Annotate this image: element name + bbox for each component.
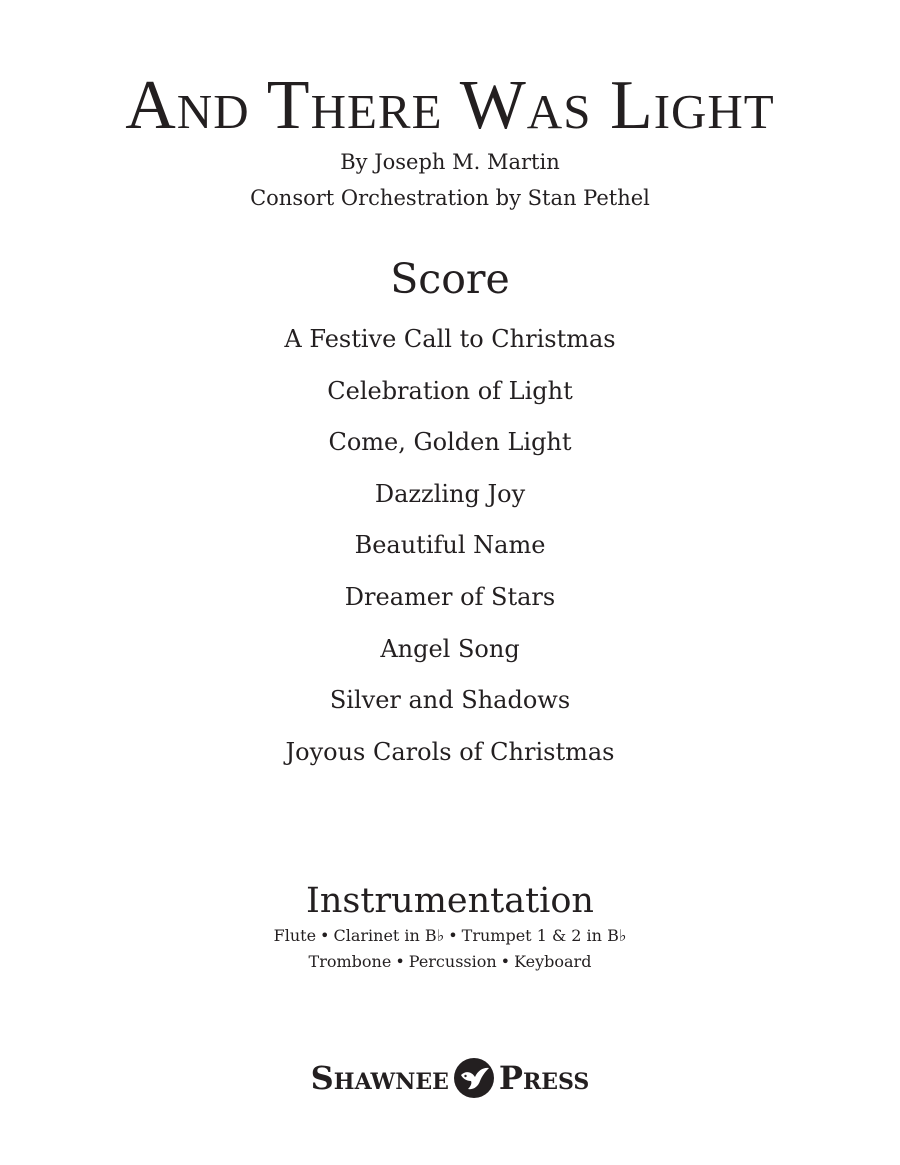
instrumentation-line-2	[0, 951, 900, 973]
song-item: A Festive Call to Christmas	[284, 325, 616, 353]
orchestration-line: Consort Orchestration by Stan Pethel	[250, 186, 650, 210]
song-item: Come, Golden Light	[328, 428, 572, 457]
song-item: Beautiful Name	[354, 531, 546, 560]
instrument-name: Clarinet in B♭	[333, 926, 445, 945]
song-item: Dazzling Joy	[374, 479, 526, 508]
song-item: Angel Song	[380, 634, 520, 663]
song-item: Joyous Carols of Christmas	[285, 737, 615, 766]
song-item: Celebration of Light	[327, 376, 573, 405]
bullet-separator: •	[500, 952, 511, 971]
instrumentation-line-1	[0, 925, 900, 947]
bullet-separator: •	[448, 926, 458, 945]
song-item: Silver and Shadows	[329, 686, 571, 715]
song-item: Dreamer of Stars	[344, 582, 556, 611]
instrument-name: Trumpet 1 & 2 in B♭	[461, 926, 627, 945]
publisher-logo	[0, 1056, 900, 1100]
publisher-name-right: Press	[498, 1059, 590, 1097]
dove-logo-icon	[452, 1056, 496, 1100]
song-list	[0, 320, 900, 784]
section-heading: Score	[390, 255, 510, 303]
publisher-name-left: Shawnee	[310, 1059, 449, 1097]
author-line: By Joseph M. Martin	[340, 150, 560, 174]
instrument-name: Percussion	[408, 952, 497, 971]
instrument-name: Flute	[273, 926, 317, 945]
bullet-separator: •	[395, 952, 405, 971]
instrument-name: Keyboard	[514, 952, 592, 971]
bullet-separator: •	[320, 926, 330, 945]
instrumentation-heading: Instrumentation	[306, 881, 594, 921]
instrument-name: Trombone	[308, 952, 392, 971]
page-title: And There Was Light	[125, 67, 775, 144]
